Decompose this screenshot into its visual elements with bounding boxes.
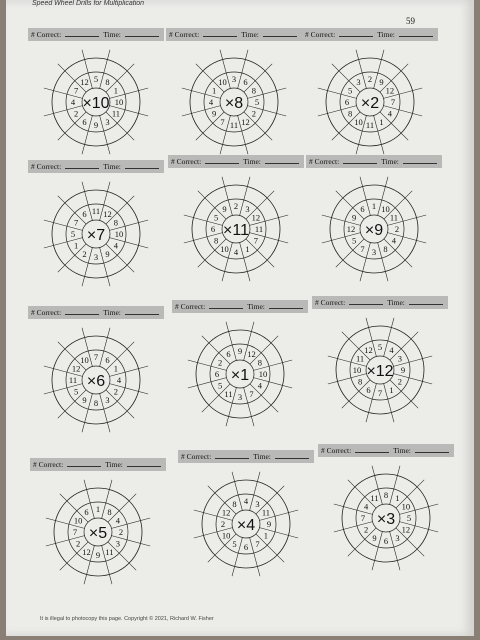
- wheel-number: 11: [224, 388, 233, 399]
- wheel-number: 1: [211, 85, 217, 96]
- wheel-number: 2: [113, 386, 119, 397]
- wheel-number: 2: [367, 74, 373, 84]
- wheel-number: 6: [82, 116, 87, 127]
- time-label: Time:: [377, 30, 395, 39]
- wheel-number: 6: [82, 209, 87, 220]
- speed-wheel: [328, 460, 444, 576]
- correct-label: # Correct:: [171, 157, 202, 166]
- wheel-number: 6: [105, 355, 110, 366]
- wheel-number: 9: [237, 346, 243, 356]
- wheel-number: 7: [255, 538, 260, 549]
- wheel-number: 6: [243, 542, 249, 552]
- time-blank[interactable]: [263, 36, 297, 37]
- spoke-line: [106, 244, 134, 272]
- wheel-number: 5: [93, 74, 99, 84]
- time-blank[interactable]: [127, 466, 161, 467]
- worksheet-page: [6, 0, 474, 636]
- wheel-cell: [312, 296, 448, 436]
- wheel-number: 11: [370, 493, 379, 504]
- correct-label: # Correct:: [169, 30, 200, 39]
- speed-wheel: [188, 466, 304, 582]
- wheel-number: 8: [257, 357, 263, 368]
- wheel-number: 4: [363, 501, 369, 512]
- correct-blank[interactable]: [339, 36, 373, 37]
- spoke-line: [380, 112, 408, 140]
- wheel-number: 5: [351, 235, 357, 246]
- wheel-number: 12: [251, 212, 261, 223]
- wheel-number: 3: [371, 247, 377, 257]
- time-label: Time:: [381, 157, 399, 166]
- wheel-number: 9: [211, 108, 217, 119]
- score-bar: [166, 28, 302, 41]
- wheel-number: 7: [72, 527, 78, 537]
- speed-wheel: [182, 316, 298, 432]
- wheel-number: 4: [391, 235, 397, 246]
- wheel-number: 12: [103, 209, 112, 220]
- wheel-number: 7: [253, 235, 259, 246]
- wheel-number: 4: [70, 97, 76, 107]
- score-bar: [168, 155, 304, 168]
- spoke-line: [106, 342, 134, 370]
- spoke-line: [246, 239, 274, 267]
- wheel-number: 11: [111, 108, 121, 119]
- wheel-cell: [28, 28, 164, 168]
- wheel-number: 1: [113, 85, 119, 96]
- wheel-number: 2: [394, 224, 400, 234]
- correct-blank[interactable]: [203, 36, 237, 37]
- multiplier-label: ×8: [224, 95, 244, 112]
- speed-wheel: [38, 322, 154, 438]
- wheel-number: 2: [75, 538, 81, 549]
- wheel-number: 11: [254, 224, 264, 234]
- time-blank[interactable]: [409, 304, 443, 305]
- wheel-number: 10: [114, 97, 124, 107]
- correct-label: # Correct:: [31, 162, 62, 171]
- multiplier-label: ×3: [376, 511, 396, 528]
- wheel-number: 8: [357, 376, 363, 387]
- wheel-number: 10: [80, 355, 89, 366]
- wheel-number: 3: [105, 116, 110, 127]
- correct-label: # Correct:: [305, 30, 336, 39]
- correct-label: # Correct:: [315, 298, 346, 307]
- wheel-number: 11: [68, 375, 78, 385]
- spoke-line: [256, 486, 284, 514]
- correct-label: # Correct:: [31, 30, 62, 39]
- wheel-number: 2: [363, 524, 369, 535]
- correct-blank[interactable]: [343, 163, 377, 164]
- wheel-number: 10: [258, 369, 268, 379]
- correct-blank[interactable]: [349, 304, 383, 305]
- wheel-number: 9: [95, 550, 101, 560]
- score-bar: [312, 296, 448, 309]
- spoke-line: [244, 64, 272, 92]
- correct-blank[interactable]: [209, 308, 243, 309]
- wheel-number: 5: [406, 513, 412, 523]
- wheel-number: 10: [114, 229, 124, 239]
- wheel-number: 1: [371, 201, 377, 211]
- wheel-number: 11: [229, 120, 239, 130]
- spoke-line: [108, 494, 136, 522]
- correct-label: # Correct:: [31, 308, 62, 317]
- wheel-number: 9: [379, 77, 384, 88]
- wheel-number: 2: [73, 108, 79, 119]
- wheel-number: 8: [113, 217, 119, 228]
- spoke-line: [256, 534, 284, 562]
- wheel-number: 8: [383, 490, 389, 500]
- correct-blank[interactable]: [65, 314, 99, 315]
- wheel-number: 12: [221, 507, 231, 518]
- wheel-number: 12: [247, 349, 256, 360]
- wheel-number: 8: [93, 398, 99, 408]
- time-label: Time:: [243, 157, 261, 166]
- wheel-number: 2: [220, 519, 226, 529]
- score-bar: [28, 306, 164, 319]
- wheel-number: 3: [237, 392, 243, 402]
- wheel-number: 8: [251, 85, 257, 96]
- wheel-number: 5: [70, 229, 76, 239]
- wheel-number: 8: [347, 108, 353, 119]
- speed-wheel: [38, 44, 154, 160]
- wheel-number: 9: [82, 394, 87, 405]
- multiplier-label: ×6: [86, 373, 106, 390]
- wheel-number: 8: [213, 235, 219, 246]
- wheel-number: 1: [73, 240, 79, 251]
- wheel-number: 6: [214, 369, 220, 379]
- wheel-number: 4: [387, 108, 393, 119]
- time-label: Time:: [393, 446, 411, 455]
- wheel-number: 1: [389, 384, 394, 395]
- multiplier-label: ×2: [360, 95, 380, 112]
- time-blank[interactable]: [125, 168, 159, 169]
- wheel-number: 10: [218, 77, 227, 88]
- wheel-number: 2: [397, 376, 403, 387]
- score-bar: [28, 28, 164, 41]
- wheel-number: 7: [360, 243, 365, 254]
- time-label: Time:: [103, 30, 121, 39]
- speed-wheel: [40, 474, 156, 590]
- spoke-line: [390, 380, 418, 408]
- wheel-number: 5: [232, 538, 237, 549]
- score-bar: [318, 444, 454, 457]
- wheel-number: 5: [73, 386, 79, 397]
- wheel-number: 1: [379, 116, 384, 127]
- wheel-cell: [302, 28, 438, 168]
- spoke-line: [106, 64, 134, 92]
- wheel-number: 3: [105, 394, 110, 405]
- wheel-number: 3: [231, 74, 237, 84]
- time-blank[interactable]: [275, 458, 309, 459]
- wheel-number: 6: [226, 349, 231, 360]
- wheel-cell: [30, 458, 166, 598]
- wheel-number: 8: [107, 507, 112, 518]
- page-number: 59: [406, 16, 415, 26]
- wheel-number: 8: [232, 499, 237, 510]
- correct-blank[interactable]: [67, 466, 101, 467]
- multiplier-label: ×11: [223, 222, 249, 239]
- wheel-number: 2: [217, 357, 223, 368]
- wheel-number: 12: [71, 363, 81, 374]
- wheel-number: 7: [249, 388, 254, 399]
- speed-wheel: [312, 44, 428, 160]
- wheel-number: 11: [105, 546, 114, 557]
- time-label: Time:: [387, 298, 405, 307]
- wheel-number: 3: [245, 204, 250, 215]
- wheel-number: 5: [377, 342, 383, 352]
- multiplier-label: ×7: [86, 227, 106, 244]
- wheel-number: 3: [93, 252, 99, 262]
- wheel-number: 1: [263, 530, 269, 541]
- wheel-number: 4: [115, 515, 121, 526]
- time-label: Time:: [241, 30, 259, 39]
- wheel-number: 12: [80, 77, 89, 88]
- wheel-number: 6: [383, 536, 389, 546]
- multiplier-label: ×9: [364, 222, 384, 239]
- wheel-number: 9: [400, 365, 406, 375]
- wheel-number: 11: [355, 353, 365, 364]
- wheel-number: 5: [213, 212, 219, 223]
- multiplier-label: ×10: [82, 95, 110, 112]
- multiplier-label: ×4: [236, 517, 256, 534]
- wheel-number: 12: [401, 524, 411, 535]
- wheel-number: 3: [115, 538, 121, 549]
- wheel-number: 4: [208, 97, 214, 107]
- copyright-footer: It is illegal to photocopy this page. Copyright © 2021, Richard W. Fisher: [40, 616, 214, 622]
- score-bar: [30, 458, 166, 471]
- wheel-number: 2: [233, 201, 239, 211]
- wheel-number: 7: [220, 116, 225, 127]
- time-blank[interactable]: [125, 36, 159, 37]
- wheel-number: 9: [266, 519, 272, 529]
- spoke-line: [250, 384, 278, 412]
- wheel-cell: [306, 155, 442, 295]
- wheel-number: 6: [84, 507, 89, 518]
- speed-wheel: [176, 44, 292, 160]
- wheel-number: 12: [82, 546, 91, 557]
- wheel-number: 11: [365, 120, 375, 130]
- wheel-number: 7: [93, 352, 99, 362]
- time-blank[interactable]: [399, 36, 433, 37]
- time-blank[interactable]: [269, 308, 303, 309]
- wheel-number: 4: [116, 375, 122, 385]
- wheel-number: 11: [91, 206, 101, 216]
- wheel-cell: [178, 450, 314, 590]
- wheel-number: 12: [346, 224, 356, 234]
- spoke-line: [106, 390, 134, 418]
- multiplier-label: ×1: [230, 367, 250, 384]
- wheel-number: 8: [383, 243, 388, 254]
- wheel-number: 2: [251, 108, 257, 119]
- wheel-number: 5: [347, 85, 353, 96]
- wheel-number: 4: [257, 380, 263, 391]
- wheel-number: 6: [344, 97, 350, 107]
- correct-label: # Correct:: [175, 302, 206, 311]
- speed-wheel: [322, 312, 438, 428]
- wheel-number: 9: [372, 532, 377, 543]
- wheel-number: 12: [364, 345, 373, 356]
- correct-label: # Correct:: [309, 157, 340, 166]
- time-label: Time:: [247, 302, 265, 311]
- wheel-number: 10: [220, 243, 229, 254]
- wheel-number: 6: [243, 77, 248, 88]
- correct-blank[interactable]: [65, 36, 99, 37]
- score-bar: [306, 155, 442, 168]
- wheel-number: 4: [113, 240, 119, 251]
- correct-label: # Correct:: [181, 452, 212, 461]
- correct-blank[interactable]: [65, 168, 99, 169]
- correct-label: # Correct:: [33, 460, 64, 469]
- wheel-number: 8: [105, 77, 110, 88]
- multiplier-label: ×12: [366, 363, 394, 380]
- speed-wheel: [38, 176, 154, 292]
- time-label: Time:: [105, 460, 123, 469]
- wheel-cell: [28, 160, 164, 300]
- wheel-number: 7: [73, 217, 79, 228]
- wheel-number: 6: [366, 384, 371, 395]
- wheel-number: 10: [401, 501, 411, 512]
- wheel-number: 10: [73, 515, 83, 526]
- wheel-number: 2: [82, 248, 87, 259]
- spoke-line: [384, 239, 412, 267]
- speed-wheel: [316, 171, 432, 287]
- wheel-number: 7: [360, 513, 366, 523]
- wheel-number: 1: [95, 504, 101, 514]
- wheel-number: 10: [352, 365, 362, 375]
- time-blank[interactable]: [415, 452, 449, 453]
- wheel-number: 3: [255, 499, 260, 510]
- correct-blank[interactable]: [355, 452, 389, 453]
- wheel-number: 10: [354, 116, 363, 127]
- wheel-number: 5: [217, 380, 223, 391]
- wheel-number: 9: [93, 120, 99, 130]
- wheel-number: 4: [389, 345, 394, 356]
- time-label: Time:: [103, 162, 121, 171]
- score-bar: [302, 28, 438, 41]
- score-bar: [28, 160, 164, 173]
- wheel-cell: [166, 28, 302, 168]
- correct-blank[interactable]: [205, 163, 239, 164]
- time-label: Time:: [253, 452, 271, 461]
- wheel-cell: [28, 306, 164, 446]
- wheel-number: 3: [356, 77, 361, 88]
- wheel-number: 1: [245, 243, 250, 254]
- wheel-number: 7: [73, 85, 79, 96]
- time-blank[interactable]: [403, 163, 437, 164]
- wheel-number: 9: [105, 248, 110, 259]
- wheel-number: 6: [360, 204, 365, 215]
- time-blank[interactable]: [125, 314, 159, 315]
- multiplier-label: ×5: [88, 525, 108, 542]
- score-bar: [172, 300, 308, 313]
- wheel-number: 7: [377, 388, 383, 398]
- wheel-number: 12: [385, 85, 395, 96]
- wheel-number: 9: [351, 212, 357, 223]
- wheel-number: 4: [243, 496, 249, 506]
- wheel-number: 7: [390, 97, 396, 107]
- spoke-line: [390, 332, 418, 360]
- time-blank[interactable]: [265, 163, 299, 164]
- wheel-number: 3: [395, 532, 400, 543]
- wheel-number: 1: [113, 363, 119, 374]
- wheel-cell: [168, 155, 304, 295]
- score-bar: [178, 450, 314, 463]
- speed-wheel: [178, 171, 294, 287]
- wheel-number: 6: [210, 224, 216, 234]
- wheel-number: 3: [397, 353, 403, 364]
- wheel-number: 1: [395, 493, 400, 504]
- wheel-cell: [318, 444, 454, 584]
- worksheet-title: Speed Wheel Drills for Multiplication: [32, 0, 145, 7]
- wheel-number: 10: [381, 204, 390, 215]
- wheel-number: 11: [389, 212, 399, 223]
- wheel-number: 4: [233, 247, 239, 257]
- wheel-number: 12: [241, 116, 250, 127]
- wheel-number: 11: [261, 507, 271, 518]
- wheel-cell: [172, 300, 308, 440]
- correct-blank[interactable]: [215, 458, 249, 459]
- wheel-number: 9: [222, 204, 227, 215]
- correct-label: # Correct:: [321, 446, 352, 455]
- wheel-number: 10: [221, 530, 231, 541]
- spoke-line: [106, 112, 134, 140]
- time-label: Time:: [103, 308, 121, 317]
- wheel-number: 2: [118, 527, 124, 537]
- wheel-number: 5: [254, 97, 260, 107]
